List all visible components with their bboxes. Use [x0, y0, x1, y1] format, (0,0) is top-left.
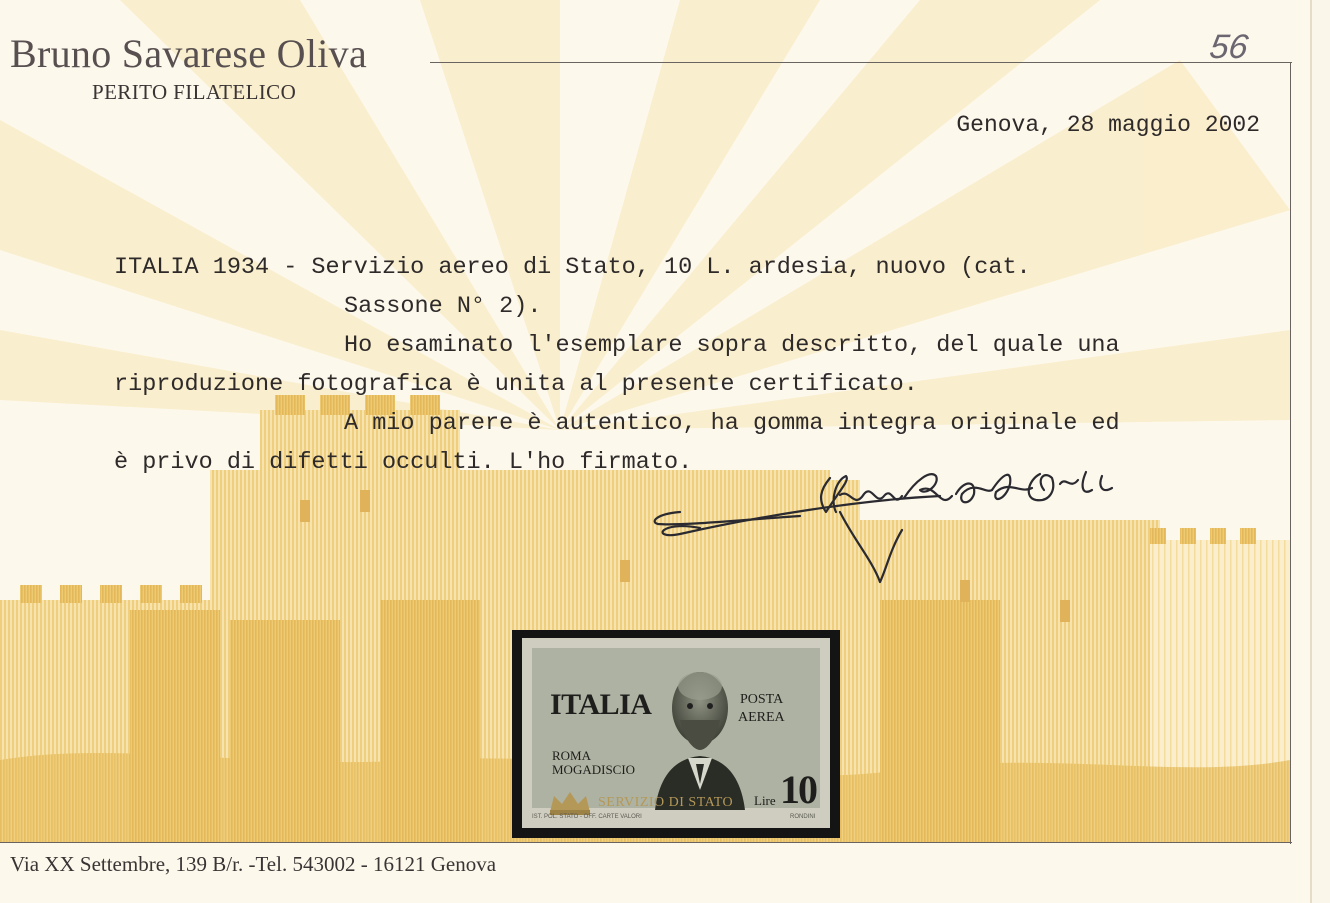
body-line: Ho esaminato l'esemplare sopra descritto, del quale una	[344, 332, 1120, 359]
stamp-perforated-paper	[522, 638, 830, 828]
king-portrait-icon	[650, 660, 750, 810]
right-border-rule	[1290, 62, 1291, 844]
footer-rule	[0, 842, 1292, 843]
crown-icon	[548, 790, 592, 816]
stamp-service-text: AEREA	[738, 710, 785, 725]
body-line: A mio parere è autentico, ha gomma integra originale ed	[344, 410, 1120, 437]
body-line: Sassone N° 2).	[344, 293, 542, 320]
place-date: Genova, 28 maggio 2002	[956, 112, 1260, 138]
stamp-inscription: SERVIZIO DI STATO	[598, 795, 734, 810]
stamp-design	[532, 648, 820, 812]
stamp-photo	[512, 630, 840, 838]
header-rule	[430, 62, 1292, 63]
certificate-number: 56	[1207, 28, 1251, 66]
issuer-name: Bruno Savarese Oliva	[10, 31, 368, 76]
stamp-service-text: POSTA	[740, 692, 784, 707]
stamp-currency-text: Lire	[754, 793, 776, 808]
body-line: ITALIA 1934 - Servizio aereo di Stato, 10 L. ardesia, nuovo (cat.	[114, 254, 1031, 281]
stamp-country-text: ITALIA	[550, 688, 652, 721]
footer-address: Via XX Settembre, 139 B/r. -Tel. 543002 - 16121 Genova	[10, 852, 497, 876]
stamp-route-text: ROMA	[552, 748, 592, 763]
body-line: riproduzione fotografica è unita al presente certificato.	[114, 371, 918, 398]
expert-signature	[640, 450, 1140, 600]
stamp-printer-imprint: IST. POL. STATO - OFF. CARTE VALORI	[532, 814, 642, 820]
stamp-face-value: 10	[780, 767, 816, 812]
stamp-designer-imprint: RONDINI	[790, 814, 816, 820]
issuer-title: PERITO FILATELICO	[92, 80, 297, 104]
body-line: è privo di difetti occulti. L'ho firmato.	[114, 449, 693, 476]
stamp-route-text: MOGADISCIO	[552, 762, 636, 777]
